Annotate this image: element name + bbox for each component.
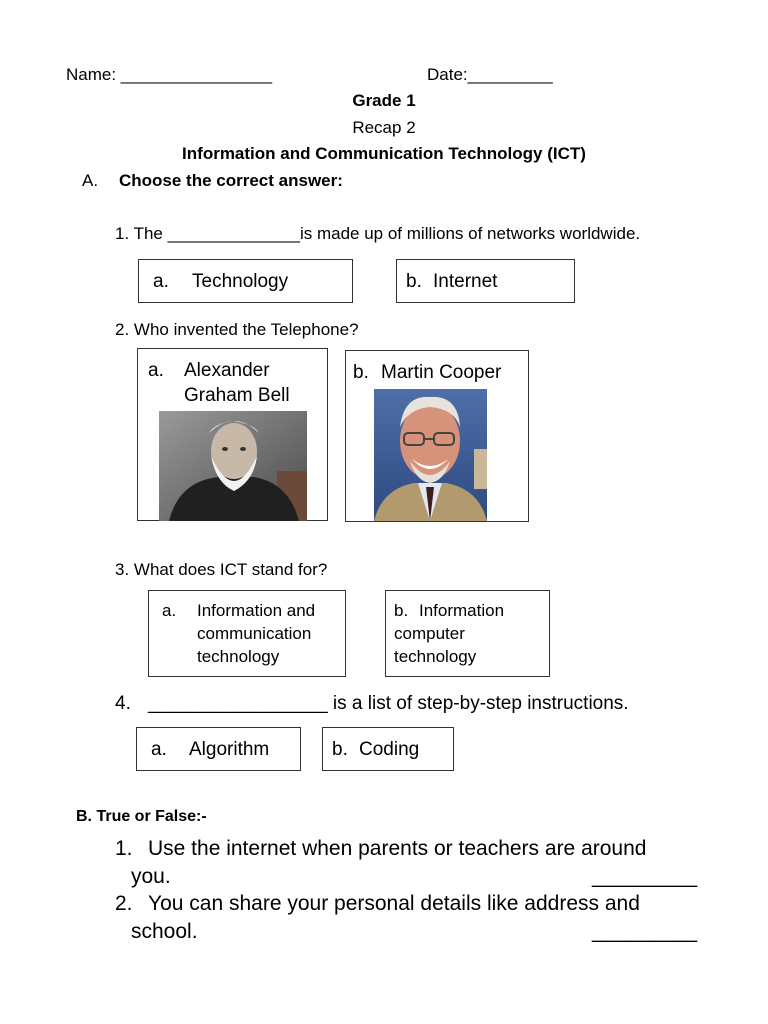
question-4-number: 4.	[115, 693, 131, 714]
q2-option-a[interactable]	[137, 348, 328, 521]
date-field-label: Date:_________	[427, 65, 553, 84]
option-letter: b.	[394, 601, 409, 620]
section-b-title: B. True or False:-	[76, 808, 207, 825]
option-letter: a.	[153, 271, 169, 292]
option-letter: a.	[148, 360, 164, 381]
option-text: Coding	[359, 739, 420, 760]
option-text-line2: Graham Bell	[184, 385, 290, 406]
question-2: 2. Who invented the Telephone?	[115, 320, 359, 339]
option-text-line1: Information and	[197, 601, 316, 620]
option-text-line1: Information	[419, 601, 505, 620]
option-letter: a.	[151, 739, 167, 760]
tf-item-2-line1: You can share your personal details like address and	[148, 892, 640, 915]
q3-option-a[interactable]	[148, 590, 346, 677]
q1-option-a[interactable]	[138, 259, 353, 303]
option-text: Internet	[433, 271, 498, 292]
alexander-graham-bell-photo	[159, 411, 307, 521]
option-text-line2: communication	[197, 624, 312, 643]
name-field-label: Name: ________________	[66, 65, 273, 84]
section-a-letter: A.	[82, 171, 99, 190]
martin-cooper-photo	[374, 389, 487, 521]
q4-option-a[interactable]	[136, 727, 301, 771]
tf-item-2-answer-blank[interactable]: _________	[592, 920, 698, 943]
option-letter: b.	[353, 362, 369, 383]
option-text-line3: technology	[394, 647, 477, 666]
option-text: Martin Cooper	[381, 362, 502, 383]
option-text-line3: technology	[197, 647, 280, 666]
tf-item-1-line1: Use the internet when parents or teachers are around	[148, 837, 647, 860]
option-text-line1: Alexander	[184, 360, 270, 381]
subject-heading: Information and Communication Technology (ICT)	[182, 144, 586, 163]
tf-item-2-number: 2.	[115, 892, 133, 915]
option-text: Technology	[192, 271, 289, 292]
question-3: 3. What does ICT stand for?	[115, 560, 328, 579]
question-1: 1. The ______________is made up of millions of networks worldwide.	[115, 224, 641, 243]
q1-option-b[interactable]	[396, 259, 575, 303]
tf-item-1-number: 1.	[115, 837, 133, 860]
question-4: _________________ is a list of step-by-step instructions.	[148, 693, 629, 714]
option-letter: b.	[332, 739, 348, 760]
tf-item-1-answer-blank[interactable]: _________	[592, 865, 698, 888]
grade-heading: Grade 1	[352, 91, 416, 110]
section-a-title: Choose the correct answer:	[119, 171, 343, 190]
q4-option-b[interactable]	[322, 727, 454, 771]
option-letter: a.	[162, 601, 177, 620]
option-text-line2: computer	[394, 624, 465, 643]
q2-option-b[interactable]	[345, 350, 529, 522]
option-text: Algorithm	[189, 739, 270, 760]
tf-item-2-line2: school.	[131, 920, 198, 943]
option-letter: b.	[406, 271, 422, 292]
recap-heading: Recap 2	[352, 118, 416, 137]
q3-option-b[interactable]	[385, 590, 550, 677]
tf-item-1-line2: you.	[131, 865, 171, 888]
